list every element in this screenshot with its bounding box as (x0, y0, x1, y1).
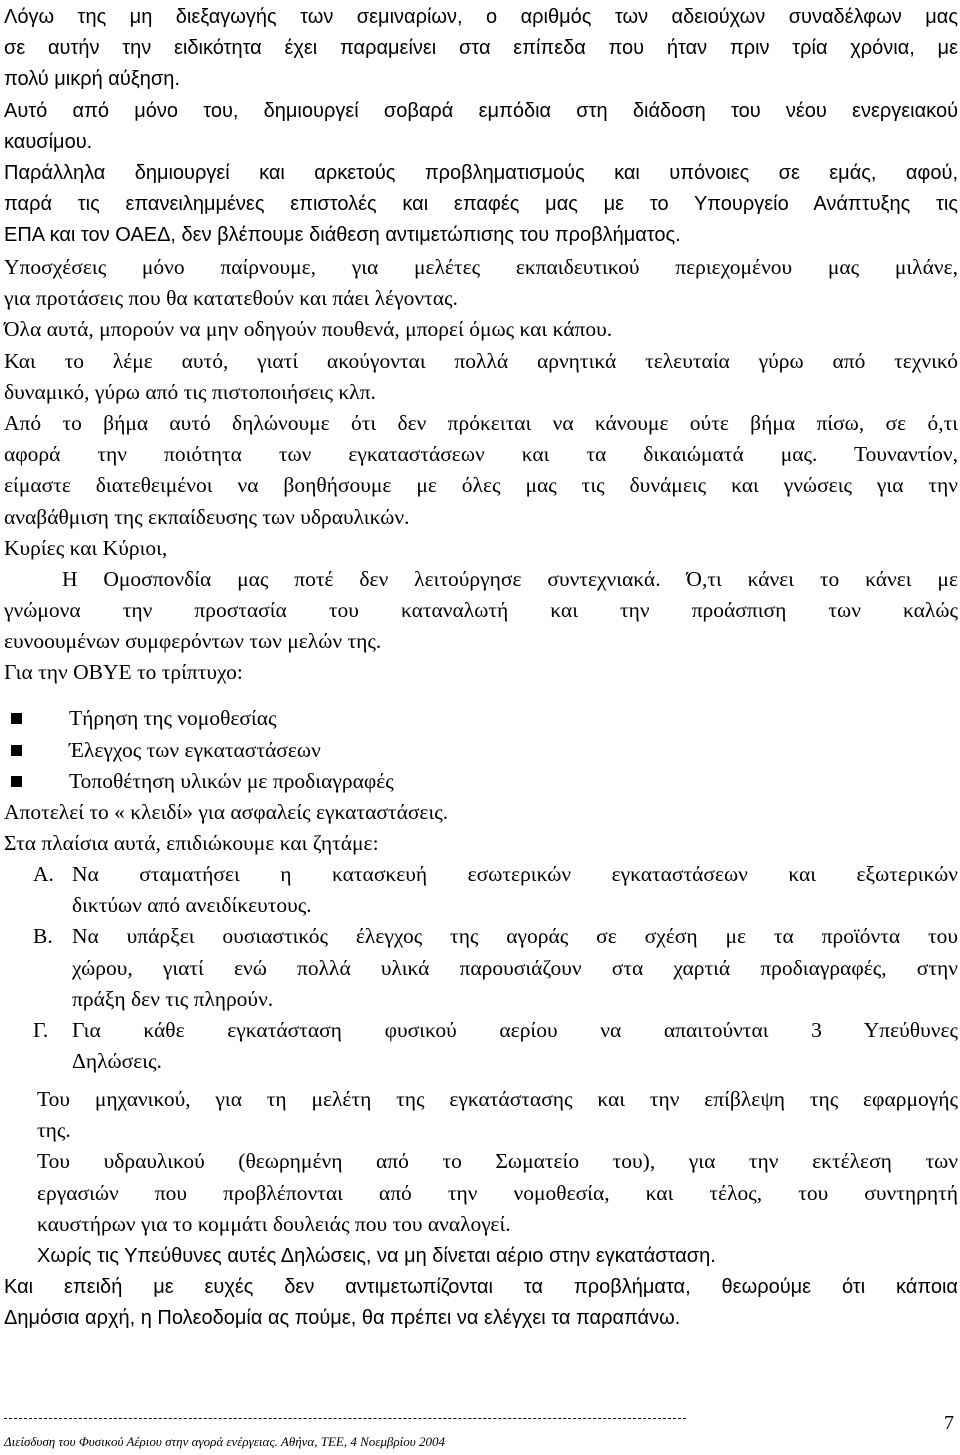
text-line: Του υδραυλικού (θεωρημένη από το Σωματείο του), για την εκτέλεση των (37, 1149, 958, 1174)
text-line: Από το βήμα αυτό δηλώνουμε ότι δεν πρόκειται να κάνουμε ούτε βήμα πίσω, σε ό,τι (4, 410, 958, 435)
bullet-list (5, 703, 605, 798)
text-line: σε αυτήν την ειδικότητα έχει παραμείνει στα επίπεδα που ήταν πριν τρία χρόνια, με (4, 37, 958, 60)
paragraph-key (4, 797, 958, 859)
footer-text: Διείσδυση του Φυσικού Αέριου στην αγορά ενέργειας. Αθήνα, ΤΕΕ, 4 Νοεμβρίου 2004 (4, 1434, 445, 1449)
closing-block (37, 1241, 958, 1272)
list-item-label: Τοποθέτηση υλικών με προδιαγραφές (69, 769, 394, 794)
text-line: γνώμονα την προστασία του καταναλωτή και την προάσπιση των καλώς (4, 598, 958, 623)
text-line: Χωρίς τις Υπεύθυνες αυτές Δηλώσεις, να μη δίνεται αέριο στην εγκατάσταση. (37, 1245, 716, 1267)
list-item (5, 766, 605, 798)
text-line: για προτάσεις που θα κατατεθούν και πάει λέγοντας. (4, 286, 458, 311)
list-item (5, 735, 605, 767)
text-line: της. (37, 1118, 71, 1143)
square-bullet-icon (11, 713, 22, 724)
list-item: Α. Να σταματήσει η κατασκευή εσωτερικών εγκαταστάσεων και εξωτερικών (33, 859, 958, 890)
list-item: Β. Να υπάρξει ουσιαστικός έλεγχος της αγοράς σε σχέση με τα προϊόντα του (33, 921, 958, 952)
text-line: Και επειδή με ευχές δεν αντιμετωπίζονται τα προβλήματα, θεωρούμε ότι κάποια (4, 1276, 958, 1298)
text-line: Για την ΟΒΥΕ το τρίπτυχο: (4, 660, 243, 685)
text-line: πολύ μικρή αύξηση. (4, 68, 180, 91)
text-line: ευνοουμένων συμφερόντων των μελών της. (4, 629, 382, 654)
paragraph-seminars (4, 2, 958, 158)
footer-divider (4, 1418, 686, 1419)
text-line: Αυτό από μόνο του, δημιουργεί σοβαρά εμπόδια στη διάδοση του νέου ενεργειακού (4, 99, 958, 122)
text-line: Και το λέμε αυτό, γιατί ακούγονται πολλά αρνητικά τελευταία γύρω από τεχνικό (4, 348, 958, 373)
text-line: πράξη δεν τις πληρούν. (72, 986, 274, 1011)
text-line: είμαστε διατεθειμένοι να βοηθήσουμε με όλες μας τις δυνάμεις και γνώσεις για την (4, 473, 958, 498)
text-line: Όλα αυτά, μπορούν να μην οδηγούν πουθενά, μπορεί όμως και κάπου. (4, 317, 613, 342)
text-line: ΕΠΑ και τον ΟΑΕΔ, δεν βλέπουμε διάθεση αντιμετώπισης του προβλήματος. (4, 224, 681, 247)
text-line: Του μηχανικού, για τη μελέτη της εγκατάστασης και την επίβλεψη της εφαρμογής (37, 1087, 958, 1111)
text-line: δυναμικό, γύρω από τις πιστοποιήσεις κλπ. (4, 379, 376, 404)
list-label: Γ. (33, 1017, 49, 1042)
list-item-label: Τήρηση της νομοθεσίας (69, 706, 277, 731)
text-line: Στα πλαίσια αυτά, επιδιώκουμε και ζητάμε: (4, 831, 379, 856)
demands-list (33, 859, 958, 1077)
paragraph-body (4, 252, 958, 689)
closing-paragraph (4, 1272, 958, 1334)
list-item (5, 703, 605, 735)
text-line: Δημόσια αρχή, η Πολεοδομία ας πούμε, θα πρέπει να ελέγχει τα παραπάνω. (4, 1307, 681, 1330)
text-line: Υποσχέσεις μόνο παίρνουμε, για μελέτες εκπαιδευτικού περιεχομένου μας μιλάνε, (4, 255, 958, 279)
text-line: Αποτελεί το « κλειδί» για ασφαλείς εγκαταστάσεις. (4, 800, 449, 824)
square-bullet-icon (11, 776, 22, 787)
text-line: παρά τις επανειλημμένες επιστολές και επαφές μας με το Υπουργείο Ανάπτυξης τις (4, 193, 958, 216)
list-item-label: Έλεγχος των εγκαταστάσεων (69, 737, 321, 762)
text-line: δικτύων από ανειδίκευτους. (72, 893, 312, 918)
text-line: αναβάθμιση της εκπαίδευσης των υδραυλικών. (4, 504, 410, 529)
text-line: καυστήρων για το κομμάτι δουλειάς που του αναλογεί. (37, 1211, 511, 1236)
text-line: χώρου, γιατί ενώ πολλά υλικά παρουσιάζουν στα χαρτιά προδιαγραφές, στην (72, 955, 958, 980)
square-bullet-icon (11, 745, 22, 756)
list-label: Β. (33, 924, 53, 949)
text-line: Δηλώσεις. (72, 1049, 162, 1074)
text-line: Η Ομοσπονδία μας ποτέ δεν λειτούργησε συντεχνιακά. Ό,τι κάνει το κάνει με (62, 566, 958, 591)
page-number: 7 (944, 1412, 954, 1434)
text-line: Παράλληλα δημιουργεί και αρκετούς προβληματισμούς και υπόνοιες σε εμάς, αφού, (4, 162, 958, 184)
paragraph-concerns (4, 158, 958, 252)
list-label: Α. (33, 862, 54, 886)
text-line: εργασιών που προβλέπονται από την νομοθεσία, και τέλος, του συντηρητή (37, 1180, 958, 1205)
list-item: Γ. Για κάθε εγκατάσταση φυσικού αερίου να απαιτούνται 3 Υπεύθυνες (33, 1015, 958, 1046)
text-line: Κυρίες και Κύριοι, (4, 535, 168, 560)
text-line: καυσίμου. (4, 130, 93, 153)
declarations-block (37, 1084, 958, 1240)
text-line: αφορά την ποιότητα των εγκαταστάσεων και τα δικαιώματά μας. Τουναντίον, (4, 442, 958, 467)
text-line: Λόγω της μη διεξαγωγής των σεμιναρίων, ο αριθμός των αδειούχων συναδέλφων μας (4, 6, 958, 28)
